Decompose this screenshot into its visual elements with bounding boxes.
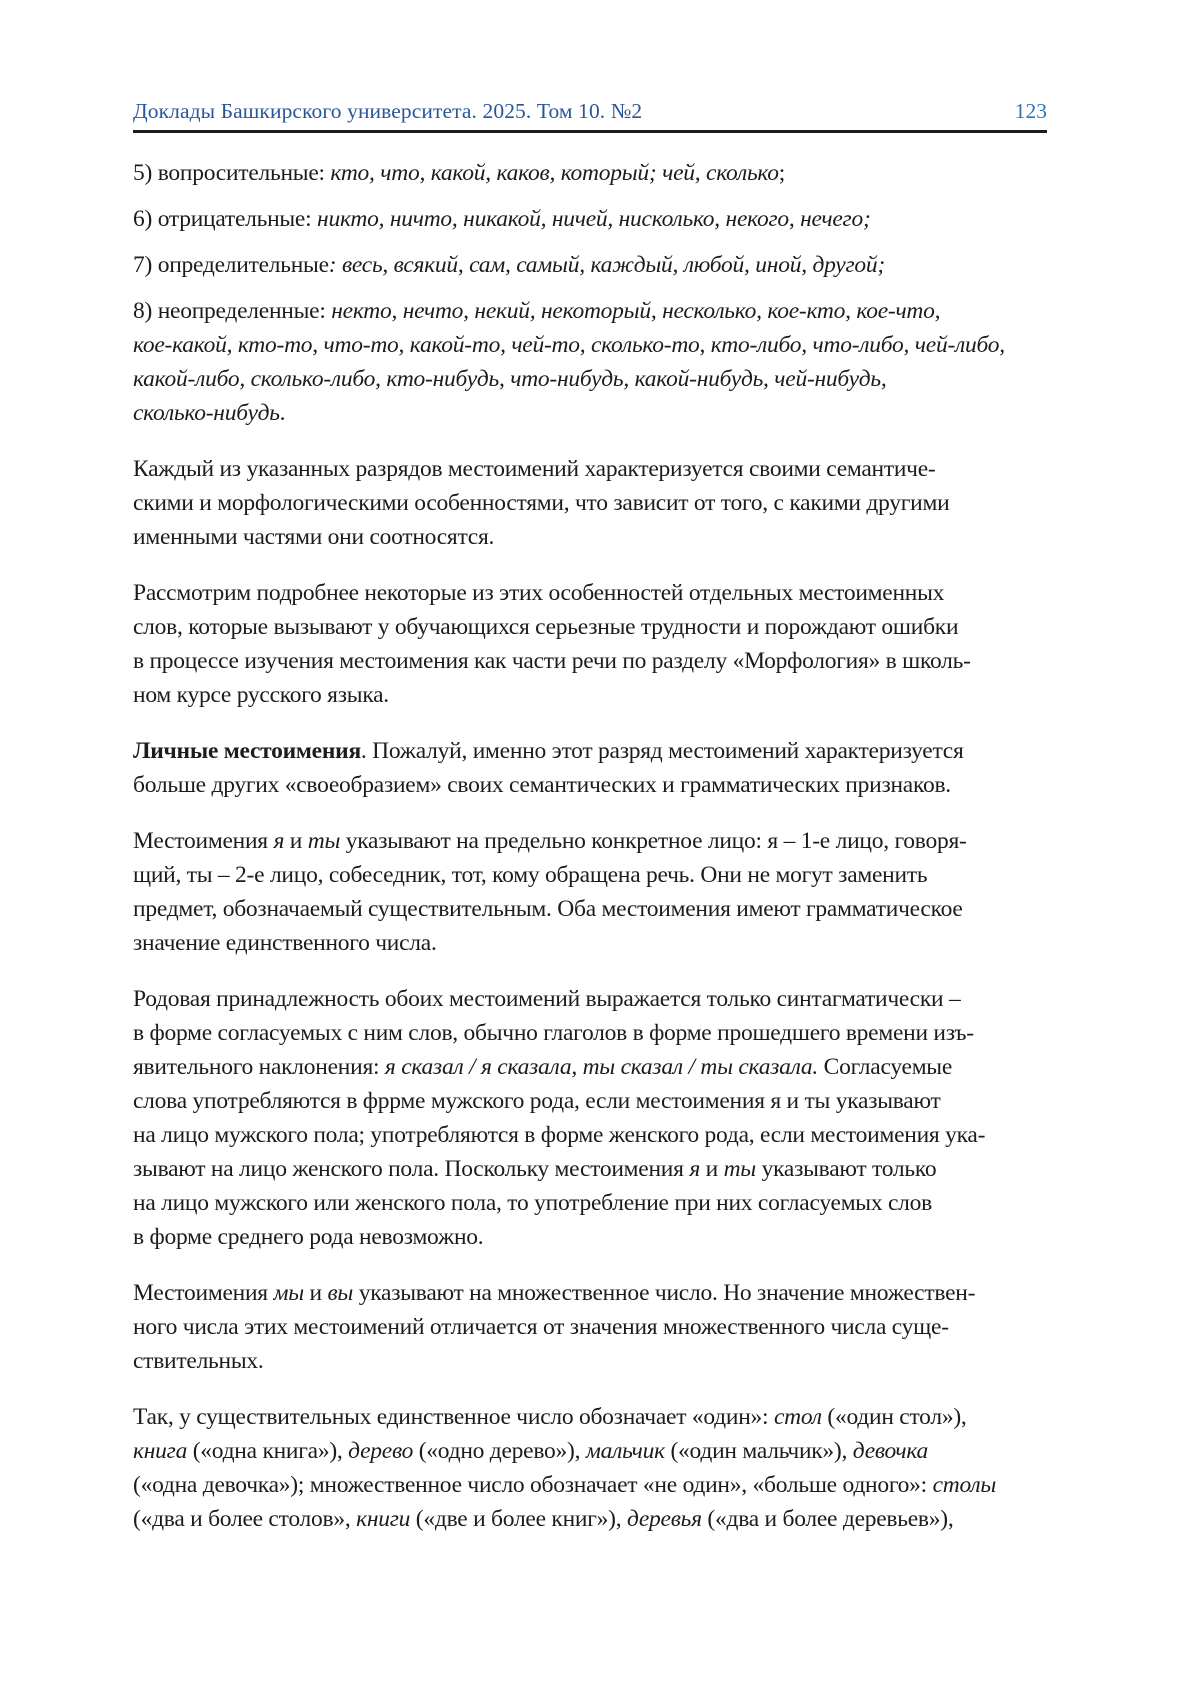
text-line: Родовая принадлежность обоих местоимений выражается только синтагматически – bbox=[133, 986, 961, 1012]
text-line: явительного наклонения: я сказал / я сказала, ты сказал / ты сказала. Согласуемые bbox=[133, 1054, 953, 1080]
text-line: в форме среднего рода невозможно. bbox=[133, 1224, 484, 1250]
text-line: значение единственного числа. bbox=[133, 930, 437, 956]
para-ya-ty-singular bbox=[133, 824, 1093, 960]
para-gender-agreement bbox=[133, 982, 1093, 1254]
para-personal-pronouns bbox=[133, 734, 1093, 802]
text-line: в процессе изучения местоимения как части речи по разделу «Морфология» в школь- bbox=[133, 648, 971, 674]
text-line: сколько-нибудь. bbox=[133, 400, 286, 426]
page-header bbox=[133, 97, 1047, 125]
text-line: («одна девочка»); множественное число обозначает «не один», «больше одного»: столы bbox=[133, 1472, 997, 1498]
document-body bbox=[133, 156, 1093, 1558]
text-line: Местоимения я и ты указывают на предельно конкретное лицо: я – 1-е лицо, говоря- bbox=[133, 828, 967, 854]
list-item-indefinite bbox=[133, 294, 1093, 430]
text-line: слова употребляются в фррме мужского рода, если местоимения я и ты указывают bbox=[133, 1088, 941, 1114]
text-line: Рассмотрим подробнее некоторые из этих особенностей отдельных местоименных bbox=[133, 580, 945, 606]
text-line: Каждый из указанных разрядов местоимений характеризуется своими семантиче- bbox=[133, 456, 936, 482]
text-line: именными частями они соотносятся. bbox=[133, 524, 495, 550]
text-line: Так, у существительных единственное число обозначает «один»: стол («один стол»), bbox=[133, 1404, 967, 1430]
text-line: предмет, обозначаемый существительным. Оба местоимения имеют грамматическое bbox=[133, 896, 963, 922]
para-categories-summary bbox=[133, 452, 1093, 554]
text-line: больше других «своеобразием» своих семантических и грамматических признаков. bbox=[133, 772, 951, 798]
para-noun-number-examples bbox=[133, 1400, 1093, 1536]
journal-title: Доклады Башкирского университета. 2025. Том 10. №2 bbox=[133, 99, 643, 123]
text-line: зывают на лицо женского пола. Поскольку местоимения я и ты указывают только bbox=[133, 1156, 937, 1182]
text-line: 5) вопросительные: кто, что, какой, каков, который; чей, сколько; bbox=[133, 160, 786, 186]
text-line: книга («одна книга»), дерево («одно дерево»), мальчик («один мальчик»), девочка bbox=[133, 1438, 929, 1464]
page-number: 123 bbox=[1014, 99, 1047, 123]
text-line: ном курсе русского языка. bbox=[133, 682, 389, 708]
text-line: 7) определительные: весь, всякий, сам, самый, каждый, любой, иной, другой; bbox=[133, 252, 885, 278]
text-line: ствительных. bbox=[133, 1348, 264, 1374]
text-line: («два и более столов», книги («две и более книг»), деревья («два и более деревьев»), bbox=[133, 1506, 954, 1532]
text-line: кое-какой, кто-то, что-то, какой-то, чей-то, сколько-то, кто-либо, что-либо, чей-либо, bbox=[133, 332, 1005, 358]
para-consider-details bbox=[133, 576, 1093, 712]
text-line: в форме согласуемых с ним слов, обычно глаголов в форме прошедшего времени изъ- bbox=[133, 1020, 974, 1046]
text-line: слов, которые вызывают у обучающихся серьезные трудности и порождают ошибки bbox=[133, 614, 959, 640]
list-item-determinative bbox=[133, 248, 1093, 282]
text-line: Личные местоимения. Пожалуй, именно этот разряд местоимений характеризуется bbox=[133, 738, 964, 764]
header-rule bbox=[133, 130, 1047, 133]
text-line: какой-либо, сколько-либо, кто-нибудь, что-нибудь, какой-нибудь, чей-нибудь, bbox=[133, 366, 887, 392]
list-item-negative bbox=[133, 202, 1093, 236]
text-line: 6) отрицательные: никто, ничто, никакой, ничей, нисколько, некого, нечего; bbox=[133, 206, 871, 232]
text-line: скими и морфологическими особенностями, что зависит от того, с какими другими bbox=[133, 490, 950, 516]
text-line: 8) неопределенные: некто, нечто, некий, некоторый, несколько, кое-кто, кое-что, bbox=[133, 298, 941, 324]
text-line: Местоимения мы и вы указывают на множественное число. Но значение множествен- bbox=[133, 1280, 976, 1306]
text-line: на лицо мужского пола; употребляются в форме женского рода, если местоимения ука- bbox=[133, 1122, 986, 1148]
text-line: ного числа этих местоимений отличается от значения множественного числа суще- bbox=[133, 1314, 949, 1340]
text-line: щий, ты – 2-е лицо, собеседник, тот, кому обращена речь. Они не могут заменить bbox=[133, 862, 928, 888]
para-my-vy-plural bbox=[133, 1276, 1093, 1378]
list-item-interrogative bbox=[133, 156, 1093, 190]
text-line: на лицо мужского или женского пола, то употребление при них согласуемых слов bbox=[133, 1190, 932, 1216]
